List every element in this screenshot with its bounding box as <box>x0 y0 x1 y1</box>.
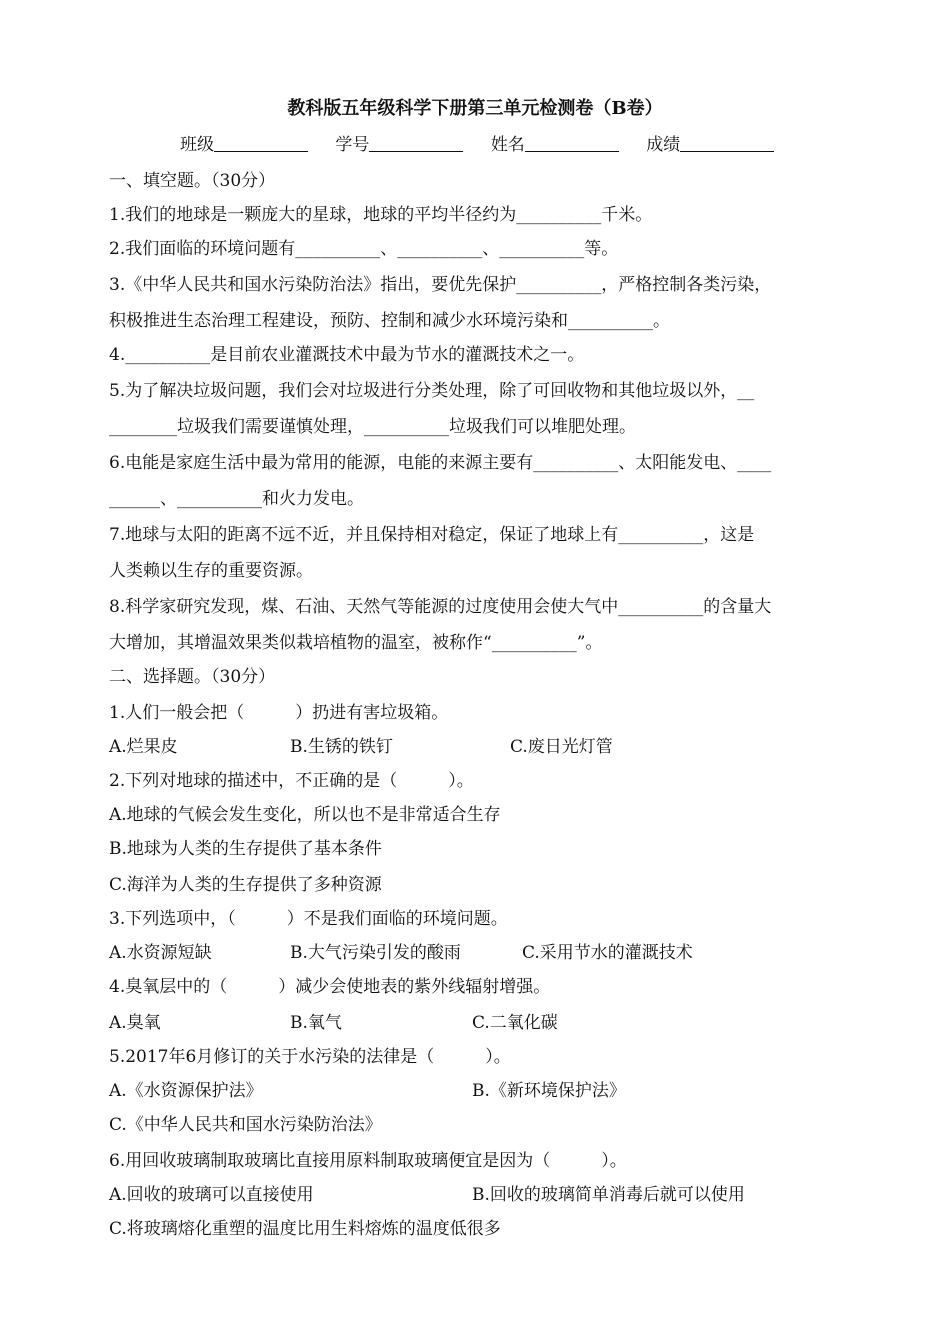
choice-question-6: 6.用回收玻璃制取玻璃比直接用原料制取玻璃便宜是因为（ ）。 <box>109 1151 627 1171</box>
number-blank[interactable] <box>369 134 463 152</box>
choice-6-option-b: B.回收的玻璃简单消毒后就可以使用 <box>472 1185 745 1205</box>
choice-5-option-c: C.《中华人民共和国水污染防治法》 <box>109 1115 382 1135</box>
choice-6-option-c: C.将玻璃熔化重塑的温度比用生料熔炼的温度低很多 <box>109 1219 501 1239</box>
choice-1-option-a: A.烂果皮 <box>109 737 178 757</box>
choice-question-2: 2.下列对地球的描述中，不正确的是（ ）。 <box>109 771 474 791</box>
name-field: 姓名 <box>491 135 619 155</box>
choice-6-option-a: A.回收的玻璃可以直接使用 <box>109 1185 314 1205</box>
fill-question-5: 5.为了解决垃圾问题，我们会对垃圾进行分类处理，除了可回收物和其他垃圾以外，__ <box>109 381 755 401</box>
choice-question-1: 1.人们一般会把（ ）扔进有害垃圾箱。 <box>109 703 449 723</box>
fill-question-2: 2.我们面临的环境问题有__________、__________、__________等。 <box>109 239 619 259</box>
fill-question-8-cont: 大增加，其增温效果类似栽培植物的温室，被称作“__________”。 <box>109 633 603 653</box>
fill-question-6: 6.电能是家庭生活中最为常用的能源，电能的来源主要有__________、太阳能发电、____ <box>109 453 772 473</box>
choice-2-option-a: A.地球的气候会发生变化，所以也不是非常适合生存 <box>109 805 501 825</box>
fill-question-6-cont: ______、__________和火力发电。 <box>109 489 364 509</box>
choice-3-option-b: B.大气污染引发的酸雨 <box>290 943 461 963</box>
fill-question-1: 1.我们的地球是一颗庞大的星球，地球的平均半径约为__________千米。 <box>109 205 653 225</box>
class-blank[interactable] <box>214 134 308 152</box>
choice-2-option-c: C.海洋为人类的生存提供了多种资源 <box>109 875 382 895</box>
choice-question-5: 5.2017年6月修订的关于水污染的法律是（ ）。 <box>109 1047 511 1067</box>
fill-question-3: 3.《中华人民共和国水污染防治法》指出，要优先保护__________，严格控制各类污染， <box>109 275 772 295</box>
name-blank[interactable] <box>525 134 619 152</box>
section-heading-choice: 二、选择题。（30分） <box>109 667 276 687</box>
choice-4-option-c: C.二氧化碳 <box>472 1013 558 1033</box>
fill-question-4: 4.__________是目前农业灌溉技术中最为节水的灌溉技术之一。 <box>109 345 585 365</box>
fill-question-7: 7.地球与太阳的距离不远不近，并且保持相对稳定，保证了地球上有__________，这是 <box>109 525 755 545</box>
choice-1-option-b: B.生锈的铁钉 <box>290 737 393 757</box>
choice-question-4: 4.臭氧层中的（ ）减少会使地表的紫外线辐射增强。 <box>109 977 551 997</box>
choice-2-option-b: B.地球为人类的生存提供了基本条件 <box>109 839 382 859</box>
exam-title: 教科版五年级科学下册第三单元检测卷（B卷） <box>287 98 663 119</box>
score-field: 成绩 <box>646 135 774 155</box>
fill-question-3-cont: 积极推进生态治理工程建设，预防、控制和减少水环境污染和__________。 <box>109 311 670 331</box>
student-info-row <box>180 133 796 157</box>
number-field: 学号 <box>335 135 463 155</box>
choice-4-option-b: B.氧气 <box>290 1013 342 1033</box>
choice-3-option-a: A.水资源短缺 <box>109 943 212 963</box>
section-heading-fill-in: 一、填空题。（30分） <box>109 171 276 191</box>
fill-question-8: 8.科学家研究发现，煤、石油、天然气等能源的过度使用会使大气中__________的含量大 <box>109 597 772 617</box>
fill-question-7-cont: 人类赖以生存的重要资源。 <box>109 561 313 581</box>
score-blank[interactable] <box>680 134 774 152</box>
choice-3-option-c: C.采用节水的灌溉技术 <box>522 943 693 963</box>
choice-1-option-c: C.废日光灯管 <box>510 737 613 757</box>
class-field: 班级 <box>180 135 308 155</box>
choice-4-option-a: A.臭氧 <box>109 1013 161 1033</box>
choice-5-option-a: A.《水资源保护法》 <box>109 1081 263 1101</box>
choice-5-option-b: B.《新环境保护法》 <box>472 1081 626 1101</box>
fill-question-5-cont: ________垃圾我们需要谨慎处理，__________垃圾我们可以堆肥处理。 <box>109 417 636 437</box>
choice-question-3: 3.下列选项中，（ ）不是我们面临的环境问题。 <box>109 909 508 929</box>
